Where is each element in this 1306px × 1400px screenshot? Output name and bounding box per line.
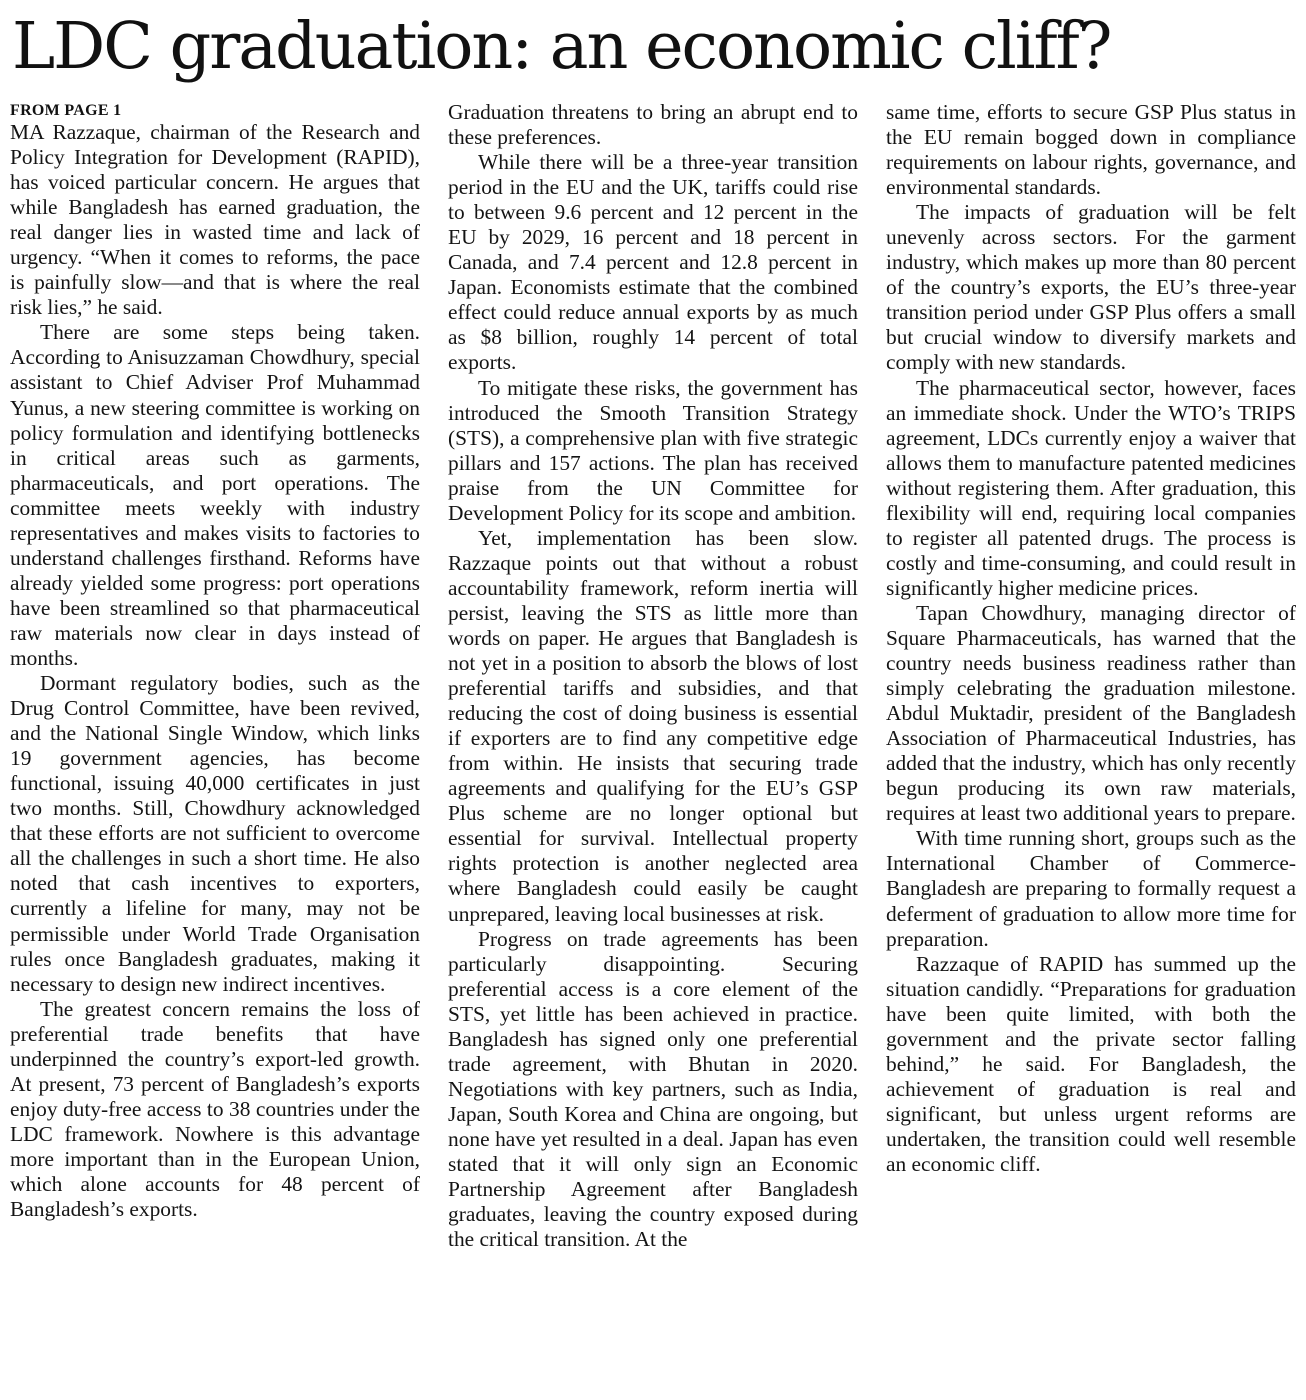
paragraph: Tapan Chowdhury, managing director of Square Pharmaceuticals, has warned that the country needs business readiness rather than simply celebrating the graduation milestone. Abdul Muktadir, president of the Bangladesh Association of Pharmaceutical Industries, has added that the industry, which has only recently begun producing its own raw materials, requires at least two additional years to prepare. — [886, 600, 1296, 826]
column-3 — [886, 100, 1296, 1390]
article-columns — [10, 100, 1296, 1390]
paragraph: While there will be a three-year transition period in the EU and the UK, tariffs could rise to between 9.6 percent and 12 percent in the EU by 2029, 16 percent and 18 percent in Canada, and 7.4 percent and 12.8 percent in Japan. Economists estimate that the combined effect could reduce annual exports by as much as $8 billion, roughly 14 percent of total exports. — [448, 150, 858, 375]
paragraph: To mitigate these risks, the government has introduced the Smooth Transition Strategy (STS), a comprehensive plan with five strategic pillars and 157 actions. The plan has received praise from the UN Committee for Development Policy for its scope and ambition. — [448, 375, 858, 525]
paragraph: Graduation threatens to bring an abrupt end to these preferences. — [448, 100, 858, 150]
paragraph: The pharmaceutical sector, however, faces an immediate shock. Under the WTO’s TRIPS agreement, LDCs currently enjoy a waiver that allows them to manufacture patented medicines without registering them. After graduation, this flexibility will end, requiring local companies to register all patented drugs. The process is costly and time-consuming, and could result in significantly higher medicine prices. — [886, 375, 1296, 600]
paragraph: MA Razzaque, chairman of the Research and Policy Integration for Development (RAPID), has voiced particular concern. He argues that while Bangladesh has earned graduation, the real danger lies in wasted time and lack of urgency. “When it comes to reforms, the pace is painfully slow—and that is where the real risk lies,” he said. — [10, 120, 420, 320]
paragraph: The greatest concern remains the loss of preferential trade benefits that have underpinned the country’s export-led growth. At present, 73 percent of Bangladesh’s exports enjoy duty-free access to 38 countries under the LDC framework. Nowhere is this advantage more important than in the European Union, which alone accounts for 48 percent of Bangladesh’s exports. — [10, 996, 420, 1222]
paragraph: With time running short, groups such as the International Chamber of Commerce-Bangladesh are preparing to formally request a deferment of graduation to allow more time for preparation. — [886, 826, 1296, 951]
column-1 — [10, 100, 420, 1390]
column-2 — [448, 100, 858, 1390]
kicker: FROM PAGE 1 — [10, 102, 122, 119]
paragraph: The impacts of graduation will be felt unevenly across sectors. For the garment industry, which makes up more than 80 percent of the country’s exports, the EU’s three-year transition period under GSP Plus offers a small but crucial window to diversify markets and comply with new standards. — [886, 200, 1296, 375]
paragraph: Dormant regulatory bodies, such as the Drug Control Committee, have been revived, and the National Single Window, which links 19 government agencies, has become functional, issuing 40,000 certificates in just two months. Still, Chowdhury acknowledged that these efforts are not sufficient to overcome all the challenges in such a short time. He also noted that cash incentives to exporters, currently a lifeline for many, may not be permissible under World Trade Organisation rules once Bangladesh graduates, making it necessary to design new indirect incentives. — [10, 671, 420, 996]
paragraph: same time, efforts to secure GSP Plus status in the EU remain bogged down in compliance requirements on labour rights, governance, and environmental standards. — [886, 100, 1296, 200]
paragraph: Yet, implementation has been slow. Razzaque points out that without a robust accountability framework, reform inertia will persist, leaving the STS as little more than words on paper. He argues that Bangladesh is not yet in a position to absorb the blows of lost preferential tariffs and subsidies, and that reducing the cost of doing business is essential if exporters are to find any competitive edge from within. He insists that securing trade agreements and qualifying for the EU’s GSP Plus scheme are no longer optional but essential for survival. Intellectual property rights protection is another neglected area where Bangladesh could easily be caught unprepared, leaving local businesses at risk. — [448, 525, 858, 926]
paragraph: Razzaque of RAPID has summed up the situation candidly. “Preparations for graduation have been quite limited, with both the government and the private sector falling behind,” he said. For Bangladesh, the achievement of graduation is real and significant, but unless urgent reforms are undertaken, the transition could well resemble an economic cliff. — [886, 951, 1296, 1176]
paragraph: Progress on trade agreements has been particularly disappointing. Securing preferential access is a core element of the STS, yet little has been achieved in practice. Bangladesh has signed only one preferential trade agreement, with Bhutan in 2020. Negotiations with key partners, such as India, Japan, South Korea and China are ongoing, but none have yet resulted in a deal. Japan has even stated that it will only sign an Economic Partnership Agreement after Bangladesh graduates, leaving the country exposed during the critical transition. At the — [448, 926, 858, 1252]
paragraph: There are some steps being taken. According to Anisuzzaman Chowdhury, special assistant to Chief Adviser Prof Muhammad Yunus, a new steering committee is working on policy formulation and identifying bottlenecks in critical areas such as garments, pharmaceuticals, and port operations. The committee meets weekly with industry representatives and makes visits to factories to understand challenges firsthand. Reforms have already yielded some progress: port operations have been streamlined so that pharmaceutical raw materials now clear in days instead of months. — [10, 320, 420, 670]
headline: LDC graduation: an economic cliff? — [12, 9, 1111, 84]
